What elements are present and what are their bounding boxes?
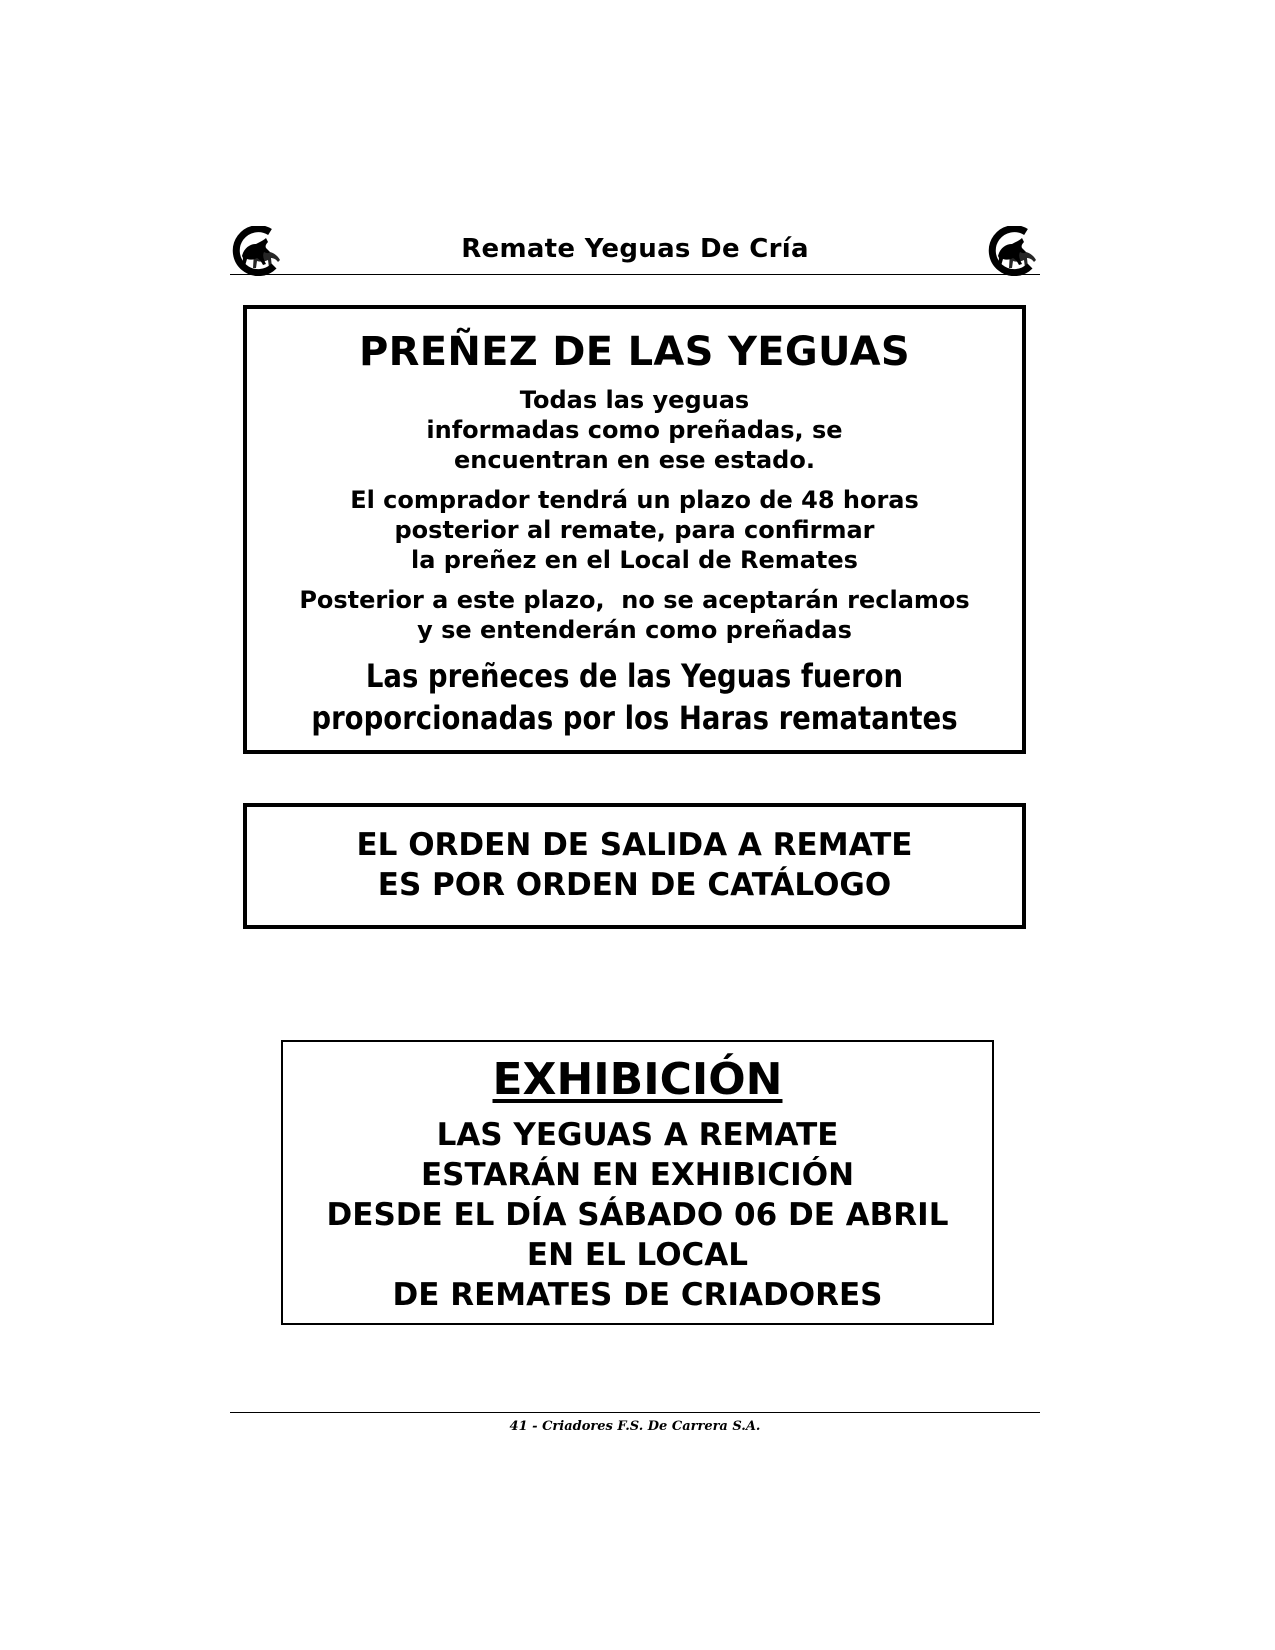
auction-order-text xyxy=(247,825,1022,905)
text-line: informadas como preñadas, se xyxy=(426,416,843,444)
text-line: DESDE EL DÍA SÁBADO 06 DE ABRIL xyxy=(326,1197,949,1233)
text-line: la preñez en el Local de Remates xyxy=(411,546,858,574)
text-line: Las preñeces de las Yeguas fueron xyxy=(365,657,904,695)
page-header xyxy=(230,222,1040,275)
text-line: EN EL LOCAL xyxy=(526,1237,749,1273)
exhibition-title: EXHIBICIÓN xyxy=(492,1054,783,1105)
text-line: y se entenderán como preñadas xyxy=(417,616,852,644)
text-line: Posterior a este plazo, no se aceptarán reclamos xyxy=(299,586,970,614)
text-line: proporcionadas por los Haras rematantes xyxy=(311,699,958,737)
footer-text: 41 - Criadores F.S. De Carrera S.A. xyxy=(509,1419,761,1434)
pregnancy-paragraph-1 xyxy=(247,385,1022,475)
exhibition-text xyxy=(283,1115,992,1315)
exhibition-box xyxy=(281,1040,994,1325)
page-footer xyxy=(230,1412,1040,1434)
pregnancy-paragraph-3 xyxy=(247,585,1022,645)
pregnancy-notice-title: PREÑEZ DE LAS YEGUAS xyxy=(359,329,910,375)
auction-order-box xyxy=(243,803,1026,929)
pregnancy-paragraph-2 xyxy=(247,485,1022,575)
pregnancy-emphasis xyxy=(301,655,968,739)
text-line: Todas las yeguas xyxy=(519,386,750,414)
pregnancy-notice-box xyxy=(243,305,1026,754)
text-line: El comprador tendrá un plazo de 48 horas xyxy=(350,486,919,514)
text-line: encuentran en ese estado. xyxy=(454,446,815,474)
text-line: ESTARÁN EN EXHIBICIÓN xyxy=(420,1157,855,1193)
text-line: LAS YEGUAS A REMATE xyxy=(436,1117,839,1153)
text-line: ES POR ORDEN DE CATÁLOGO xyxy=(377,867,892,903)
text-line: posterior al remate, para confirmar xyxy=(394,516,875,544)
text-line: DE REMATES DE CRIADORES xyxy=(392,1277,883,1313)
text-line: EL ORDEN DE SALIDA A REMATE xyxy=(356,827,913,863)
page-header-title: Remate Yeguas De Cría xyxy=(461,234,809,264)
horse-c-logo-icon xyxy=(986,226,1040,276)
